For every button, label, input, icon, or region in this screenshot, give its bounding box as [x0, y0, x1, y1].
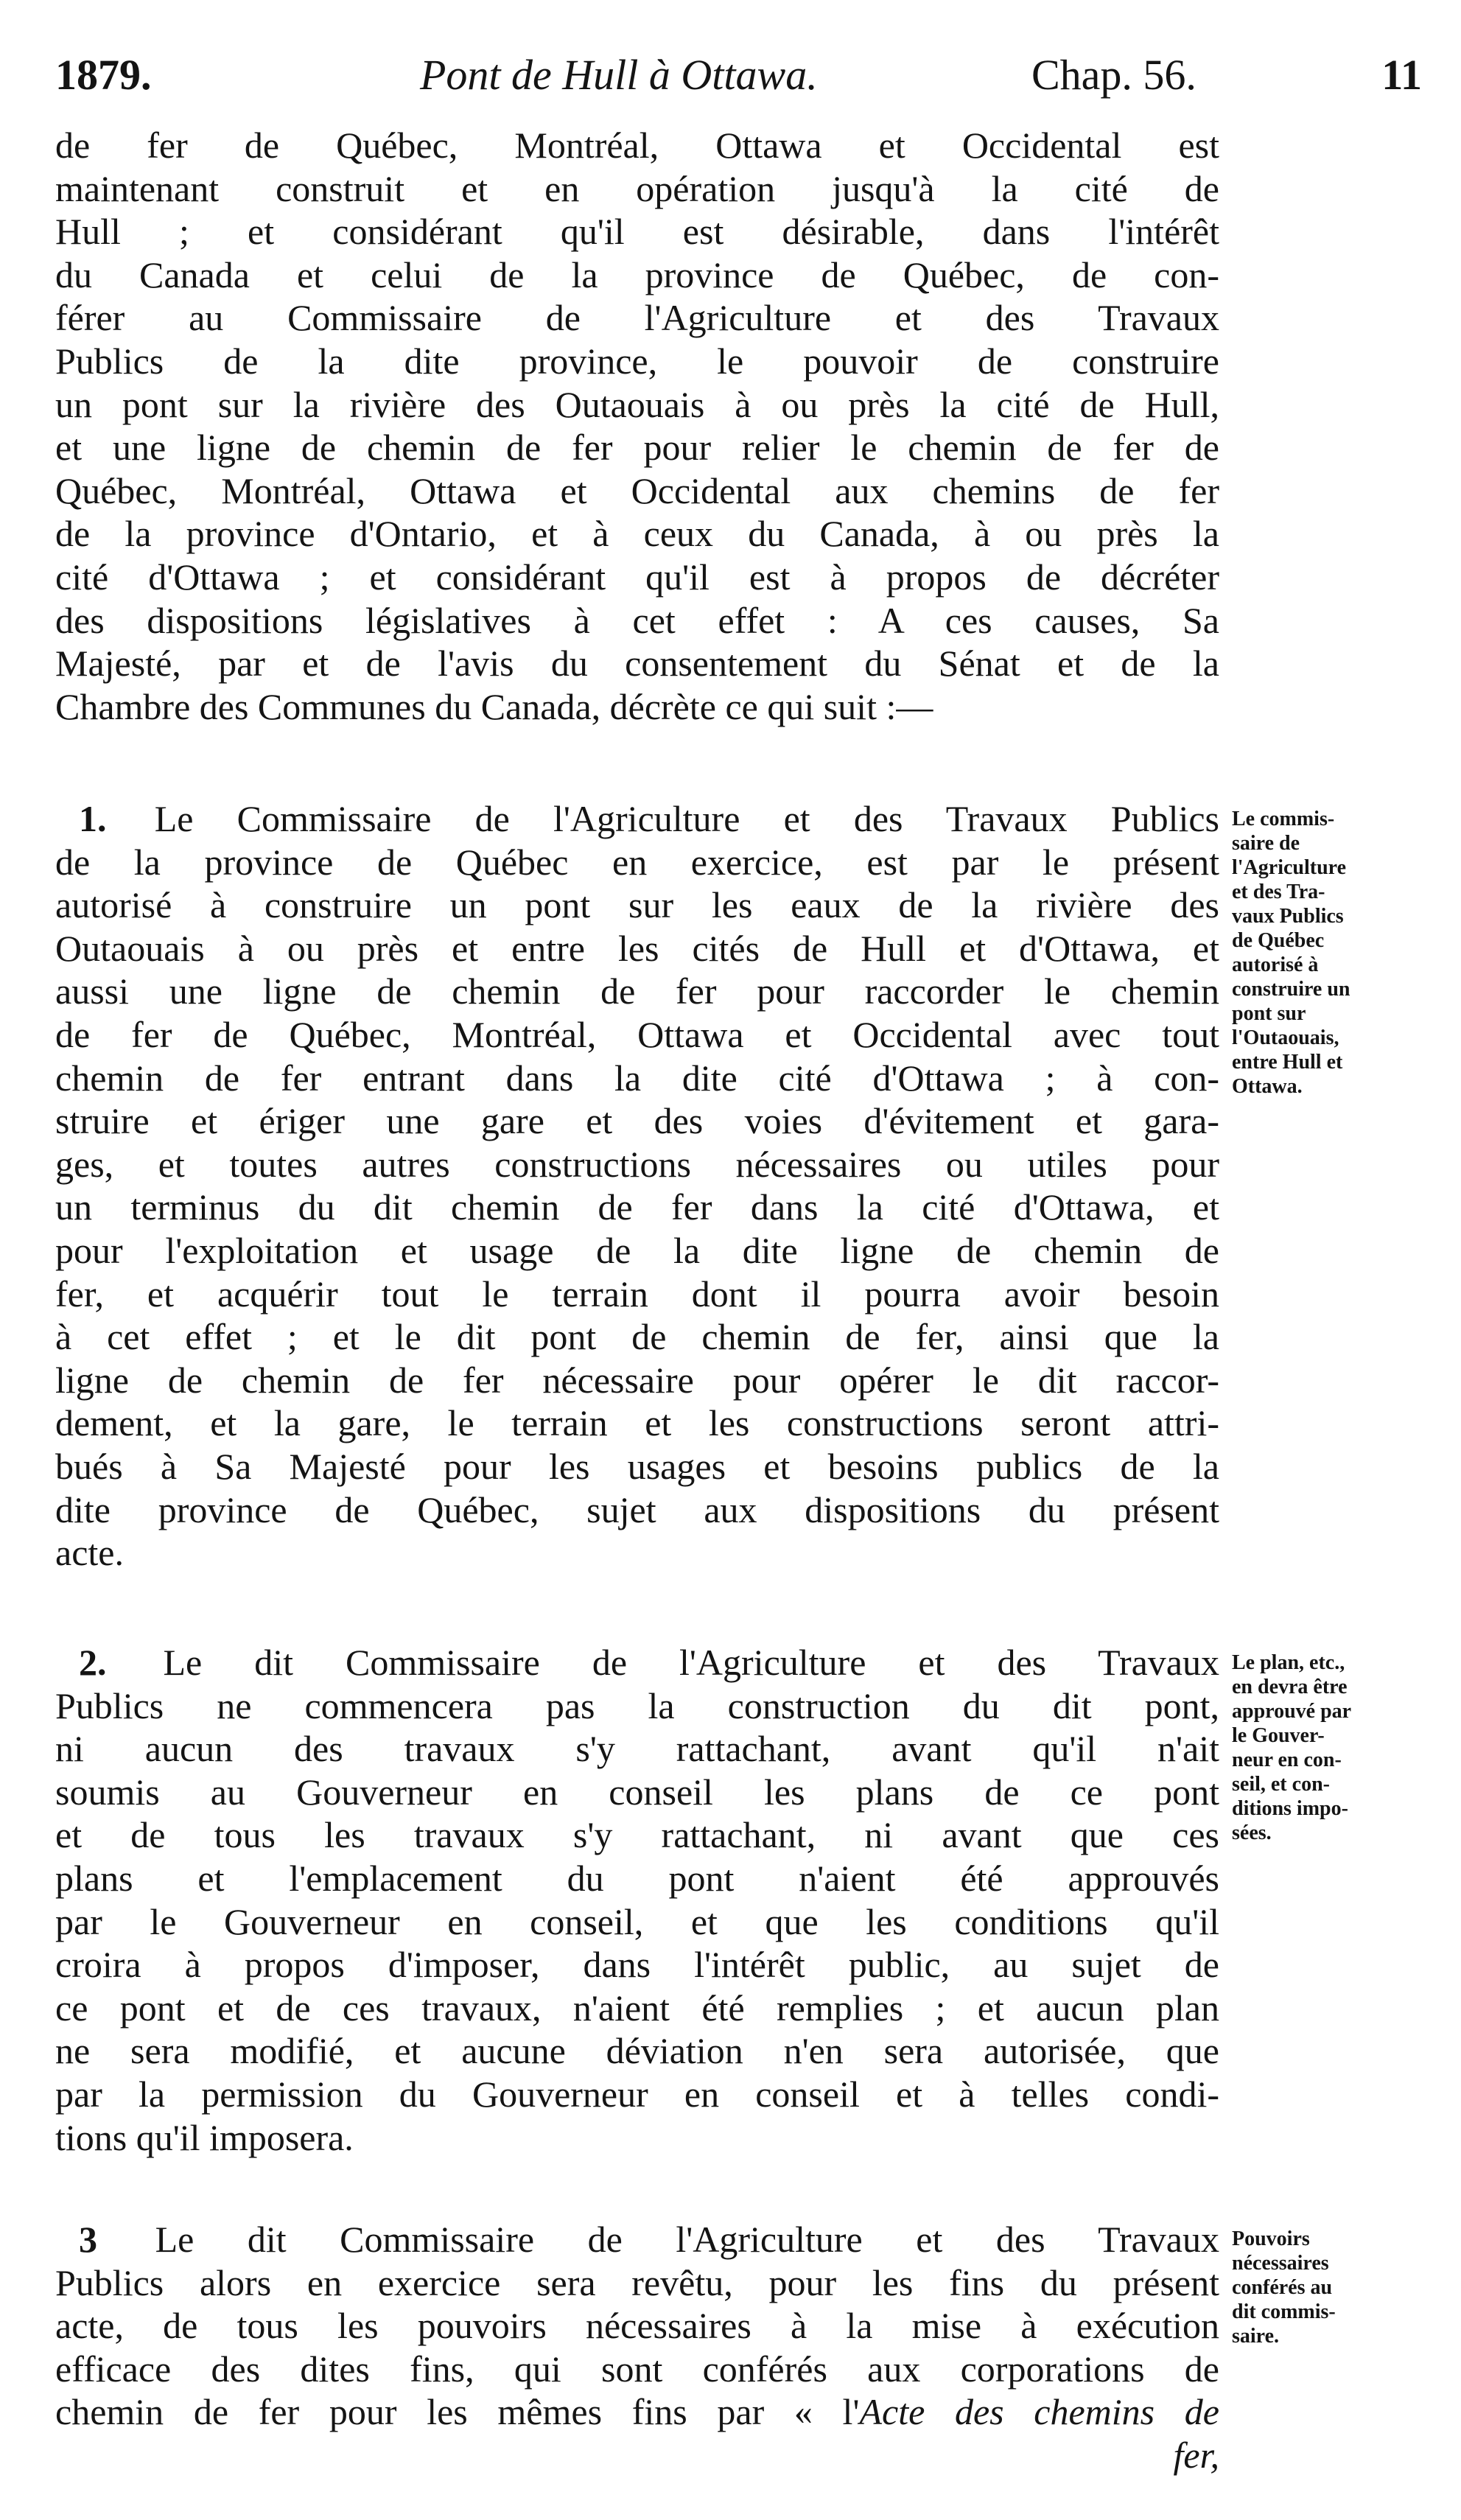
text-line: Chambre des Communes du Canada, décrète ce qui suit :—: [55, 685, 933, 727]
text-line: dite province de Québec, sujet aux dispositions du présent: [55, 1488, 1219, 1530]
text-line: [55, 2390, 1219, 2434]
text-line-start: chemin de fer pour les mêmes fins par « l': [55, 2391, 860, 2433]
section-number: 2.: [79, 1642, 107, 1683]
text-line: de fer de Québec, Montréal, Ottawa et Occidental avec tout: [55, 1013, 1219, 1055]
margin-note-line: sées.: [1232, 1821, 1272, 1844]
text-line: des dispositions législatives à cet effet : A ces causes, Sa: [55, 599, 1219, 641]
margin-note-line: saire.: [1232, 2325, 1280, 2348]
continuation-word: fer,: [1173, 2434, 1219, 2476]
text-line: aussi une ligne de chemin de fer pour raccorder le chemin: [55, 970, 1219, 1012]
act-title-italic: Acte des chemins de: [859, 2391, 1219, 2433]
preamble-paragraph: [55, 124, 1219, 728]
header-year: 1879.: [55, 51, 152, 99]
margin-note-line: nécessaires: [1232, 2252, 1329, 2275]
margin-note-line: Le commis-: [1232, 808, 1335, 830]
text-line: maintenant construit et en opération jusqu'à la cité de: [55, 167, 1219, 209]
margin-note-3: [1232, 2227, 1446, 2348]
margin-note-line: seil, et con-: [1232, 1773, 1330, 1796]
text-line: autorisé à construire un pont sur les eaux de la rivière des: [55, 884, 1219, 926]
text-line: efficace des dites fins, qui sont conférés aux corporations de: [55, 2348, 1219, 2390]
text-line: ne sera modifié, et aucune déviation n'en sera autorisée, que: [55, 2030, 1219, 2072]
text-line: Publics ne commencera pas la construction du dit pont,: [55, 1684, 1219, 1726]
margin-note-line: de Québec: [1232, 929, 1325, 952]
text-line: cité d'Ottawa ; et considérant qu'il est à propos de décréter: [55, 556, 1219, 598]
text-line: ges, et toutes autres constructions nécessaires ou utiles pour: [55, 1143, 1219, 1185]
text-line: par le Gouverneur en conseil, et que les conditions qu'il: [55, 1900, 1219, 1942]
text-line: pour l'exploitation et usage de la dite ligne de chemin de: [55, 1229, 1219, 1271]
text-line: et une ligne de chemin de fer pour relier le chemin de fer de: [55, 427, 1219, 469]
text-line: de fer de Québec, Montréal, Ottawa et Occidental est: [55, 125, 1219, 166]
text-line: dement, et la gare, le terrain et les constructions seront attri-: [55, 1402, 1219, 1444]
margin-note-line: et des Tra-: [1232, 881, 1325, 903]
margin-note-line: en devra être: [1232, 1676, 1348, 1698]
text-line: un pont sur la rivière des Outaouais à ou près la cité de Hull,: [55, 383, 1219, 425]
text-line: Majesté, par et de l'avis du consentement du Sénat et de la: [55, 643, 1219, 685]
text-line: Québec, Montréal, Ottawa et Occidental aux chemins de fer: [55, 469, 1219, 511]
margin-note-line: construire un: [1232, 978, 1350, 1001]
text-line: [55, 1641, 1219, 1684]
text-line: chemin de fer entrant dans la dite cité d'Ottawa ; à con-: [55, 1057, 1219, 1099]
text-line: de la province de Québec en exercice, est par le présent: [55, 841, 1219, 883]
text-line: Publics alors en exercice sera revêtu, pour les fins du présent: [55, 2261, 1219, 2303]
text-line: Outaouais à ou près et entre les cités de Hull et d'Ottawa, et: [55, 927, 1219, 969]
margin-note-line: l'Outaouais,: [1232, 1026, 1339, 1049]
text-line: Hull ; et considérant qu'il est désirable, dans l'intérêt: [55, 211, 1219, 253]
margin-note-line: neur en con-: [1232, 1749, 1342, 1771]
margin-note-line: le Gouver-: [1232, 1724, 1325, 1747]
text-line: à cet effet ; et le dit pont de chemin de fer, ainsi que la: [55, 1316, 1219, 1358]
margin-note-line: ditions impo-: [1232, 1797, 1348, 1820]
text-line: croira à propos d'imposer, dans l'intérêt public, au sujet de: [55, 1944, 1219, 1986]
section-first-line: Le dit Commissaire de l'Agriculture et des Travaux: [155, 2219, 1220, 2260]
section-2: [55, 1641, 1219, 2159]
text-line: Publics de la dite province, le pouvoir de construire: [55, 340, 1219, 382]
header-chapter: Chap. 56.: [1031, 51, 1197, 99]
margin-note-line: vaux Publics: [1232, 905, 1344, 928]
text-line: ce pont et de ces travaux, n'aient été remplies ; et aucun plan: [55, 1987, 1219, 2029]
text-line: ligne de chemin de fer nécessaire pour opérer le dit raccor-: [55, 1359, 1219, 1401]
text-line: [55, 797, 1219, 841]
text-line: du Canada et celui de la province de Québec, de con-: [55, 253, 1219, 295]
text-line: tions qu'il imposera.: [55, 2116, 354, 2158]
text-line: un terminus du dit chemin de fer dans la cité d'Ottawa, et: [55, 1186, 1219, 1228]
text-line: struire et ériger une gare et des voies d'évitement et gara-: [55, 1100, 1219, 1142]
section-1: [55, 797, 1219, 1575]
running-header: [55, 46, 1422, 105]
text-line: et de tous les travaux s'y rattachant, ni avant que ces: [55, 1814, 1219, 1856]
margin-note-line: saire de: [1232, 832, 1300, 855]
text-line: ni aucun des travaux s'y rattachant, avant qu'il n'ait: [55, 1728, 1219, 1770]
text-line: plans et l'emplacement du pont n'aient été approuvés: [55, 1857, 1219, 1899]
page-number: 11: [1381, 51, 1422, 99]
margin-note-line: Ottawa.: [1232, 1075, 1303, 1098]
margin-note-line: Pouvoirs: [1232, 2227, 1310, 2250]
section-first-line: Le Commissaire de l'Agriculture et des Travaux Publics: [154, 798, 1219, 839]
text-line: [55, 2218, 1219, 2261]
margin-note-2: [1232, 1651, 1446, 1845]
section-first-line: Le dit Commissaire de l'Agriculture et des Travaux: [163, 1642, 1220, 1683]
margin-note-line: Le plan, etc.,: [1232, 1651, 1345, 1674]
text-line: fer, et acquérir tout le terrain dont il pourra avoir besoin: [55, 1273, 1219, 1315]
text-line: férer au Commissaire de l'Agriculture et des Travaux: [55, 297, 1219, 339]
header-title: Pont de Hull à Ottawa.: [420, 51, 818, 99]
margin-note-line: approuvé par: [1232, 1700, 1352, 1723]
margin-note-line: pont sur: [1232, 1002, 1306, 1025]
section-3: [55, 2218, 1219, 2477]
margin-note-line: l'Agriculture: [1232, 856, 1347, 879]
text-line: acte, de tous les pouvoirs nécessaires à la mise à exécution: [55, 2305, 1219, 2347]
text-line: acte.: [55, 1532, 124, 1574]
margin-note-line: autorisé à: [1232, 953, 1319, 976]
text-line: soumis au Gouverneur en conseil les plans de ce pont: [55, 1771, 1219, 1813]
margin-note-line: entre Hull et: [1232, 1051, 1343, 1074]
text-line: de la province d'Ontario, et à ceux du Canada, à ou près la: [55, 513, 1219, 555]
margin-note-line: conférés au: [1232, 2276, 1333, 2299]
text-line: bués à Sa Majesté pour les usages et besoins publics de la: [55, 1445, 1219, 1487]
margin-note-line: dit commis-: [1232, 2300, 1336, 2323]
text-line: par la permission du Gouverneur en conseil et à telles condi-: [55, 2073, 1219, 2115]
section-number: 3: [79, 2219, 97, 2260]
section-number: 1.: [79, 798, 107, 839]
margin-note-1: [1232, 807, 1446, 1099]
